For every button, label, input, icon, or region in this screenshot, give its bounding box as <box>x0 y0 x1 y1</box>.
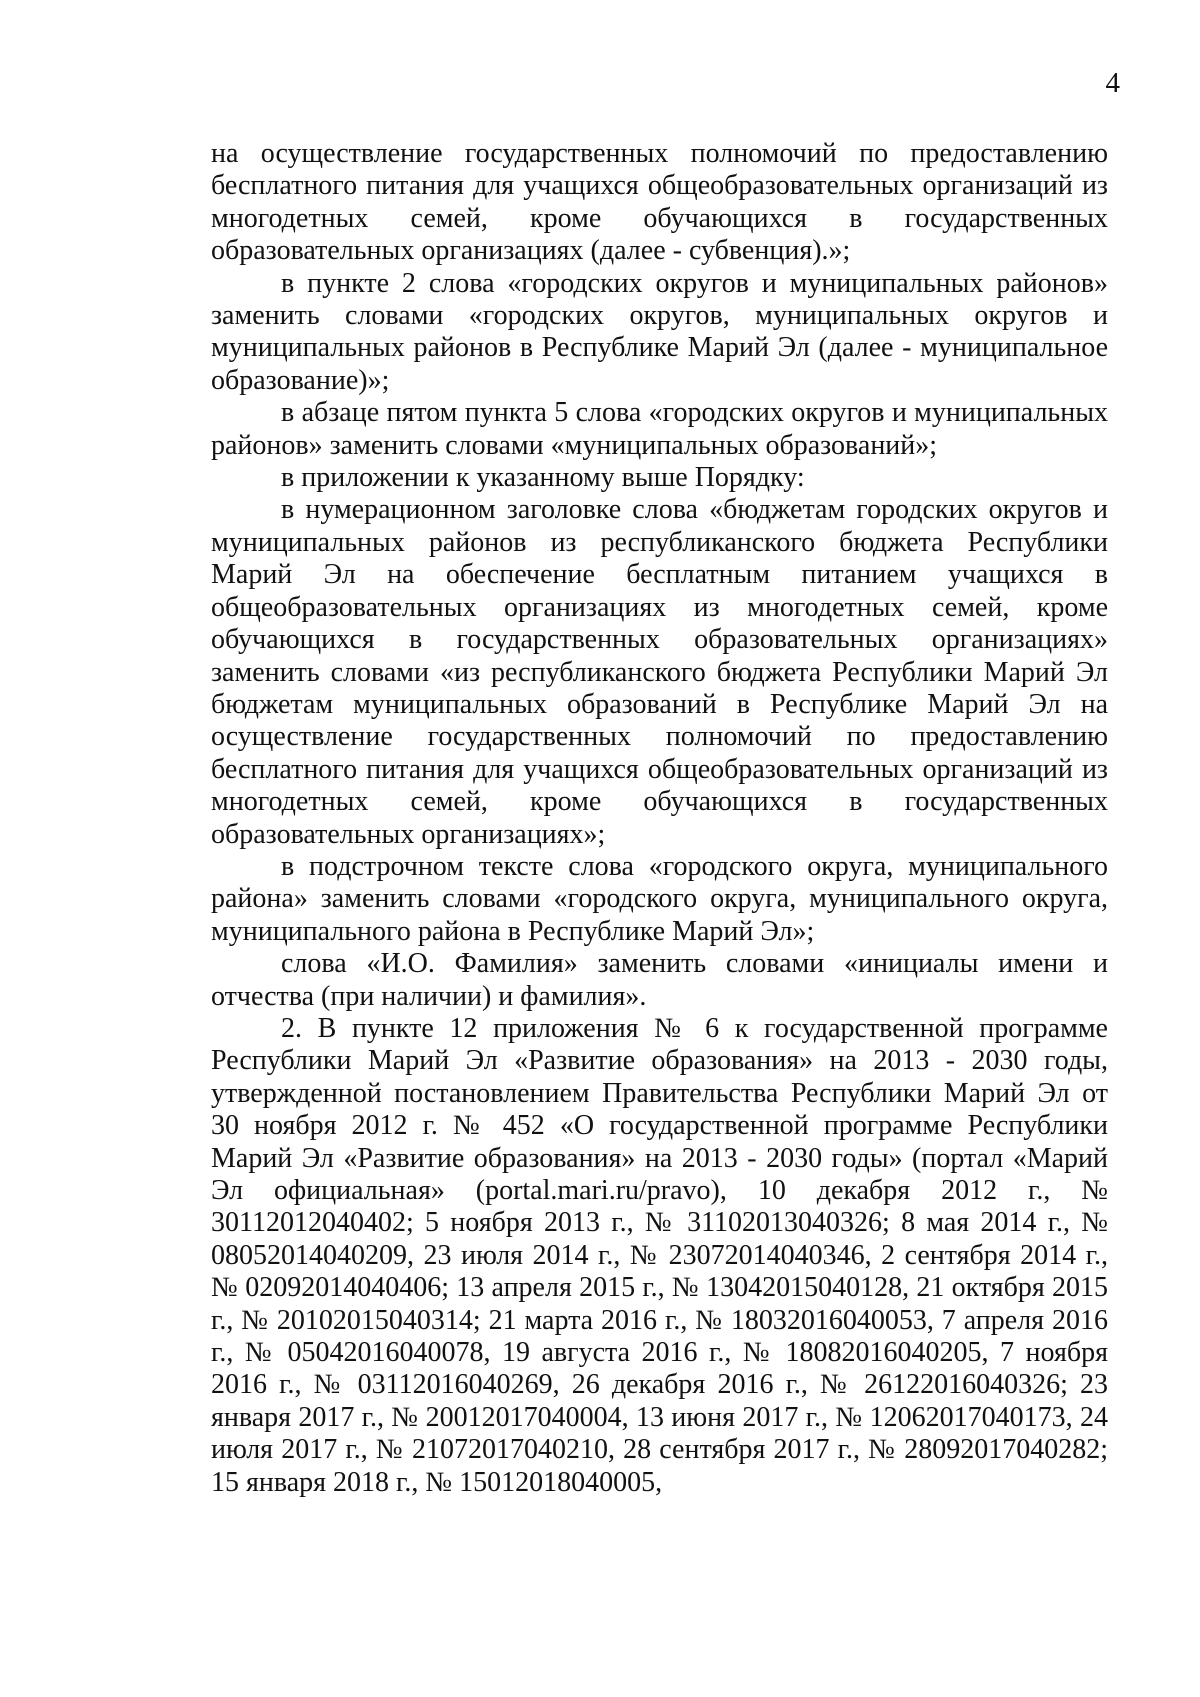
document-body <box>211 138 1108 1499</box>
paragraph-subvention-continuation: на осуществление государственных полномочий по предоставлению бесплатного питания для учащихся общеобразовательных организаций из многодетных семей, кроме обучающихся в государственных образовательных организациях (далее - субвенция).»; <box>211 138 1108 267</box>
paragraph-initials: слова «И.О. Фамилия» заменить словами «инициалы имени и отчества (при наличии) и фамилия». <box>211 948 1108 1012</box>
paragraph-point-5: в абзаце пятом пункта 5 слова «городских округов и муниципальных районов» заменить словами «муниципальных образований»; <box>211 397 1108 461</box>
page-number: 4 <box>1105 67 1120 99</box>
paragraph-section-2: 2. В пункте 12 приложения № 6 к государственной программе Республики Марий Эл «Развитие образования» на 2013 - 2030 годы, утвержденной постановлением Правительства Республики Марий Эл от 30 ноября 2012 г. № 452 «О государственной программе Республики Марий Эл «Развитие образования» на 2013 - 2030 годы» (портал «Марий Эл официальная» (portal.mari.ru/pravo), 10 декабря 2012 г., № 30112012040402; 5 ноября 2013 г., № 31102013040326; 8 мая 2014 г., № 08052014040209, 23 июля 2014 г., № 23072014040346, 2 сентября 2014 г., № 02092014040406; 13 апреля 2015 г., № 13042015040128, 21 октября 2015 г., № 20102015040314; 21 марта 2016 г., № 18032016040053, 7 апреля 2016 г., № 05042016040078, 19 августа 2016 г., № 18082016040205, 7 ноября 2016 г., № 03112016040269, 26 декабря 2016 г., № 26122016040326; 23 января 2017 г., № 20012017040004, 13 июня 2017 г., № 12062017040173, 24 июля 2017 г., № 21072017040210, 28 сентября 2017 г., № 28092017040282; 15 января 2018 г., № 15012018040005, <box>211 1012 1108 1498</box>
paragraph-appendix-intro: в приложении к указанному выше Порядку: <box>281 462 805 494</box>
paragraph-point-2: в пункте 2 слова «городских округов и муниципальных районов» заменить словами «городских округов, муниципальных округов и муниципальных районов в Республике Марий Эл (далее - муниципальное образование)»; <box>211 267 1108 396</box>
paragraph-numbering-header: в нумерационном заголовке слова «бюджетам городских округов и муниципальных районов из республиканского бюджета Республики Марий Эл на обеспечение бесплатным питанием учащихся в общеобразовательных организациях из многодетных семей, кроме обучающихся в государственных образовательных организациях» заменить словами «из республиканского бюджета Республики Марий Эл бюджетам муниципальных образований в Республике Марий Эл на осуществление государственных полномочий по предоставлению бесплатного питания для учащихся общеобразовательных организаций из многодетных семей, кроме обучающихся в государственных образовательных организациях»; <box>211 494 1108 850</box>
paragraph-footnote-text: в подстрочном тексте слова «городского округа, муниципального района» заменить словами «городского округа, муниципального округа, муниципального района в Республике Марий Эл»; <box>211 850 1108 947</box>
